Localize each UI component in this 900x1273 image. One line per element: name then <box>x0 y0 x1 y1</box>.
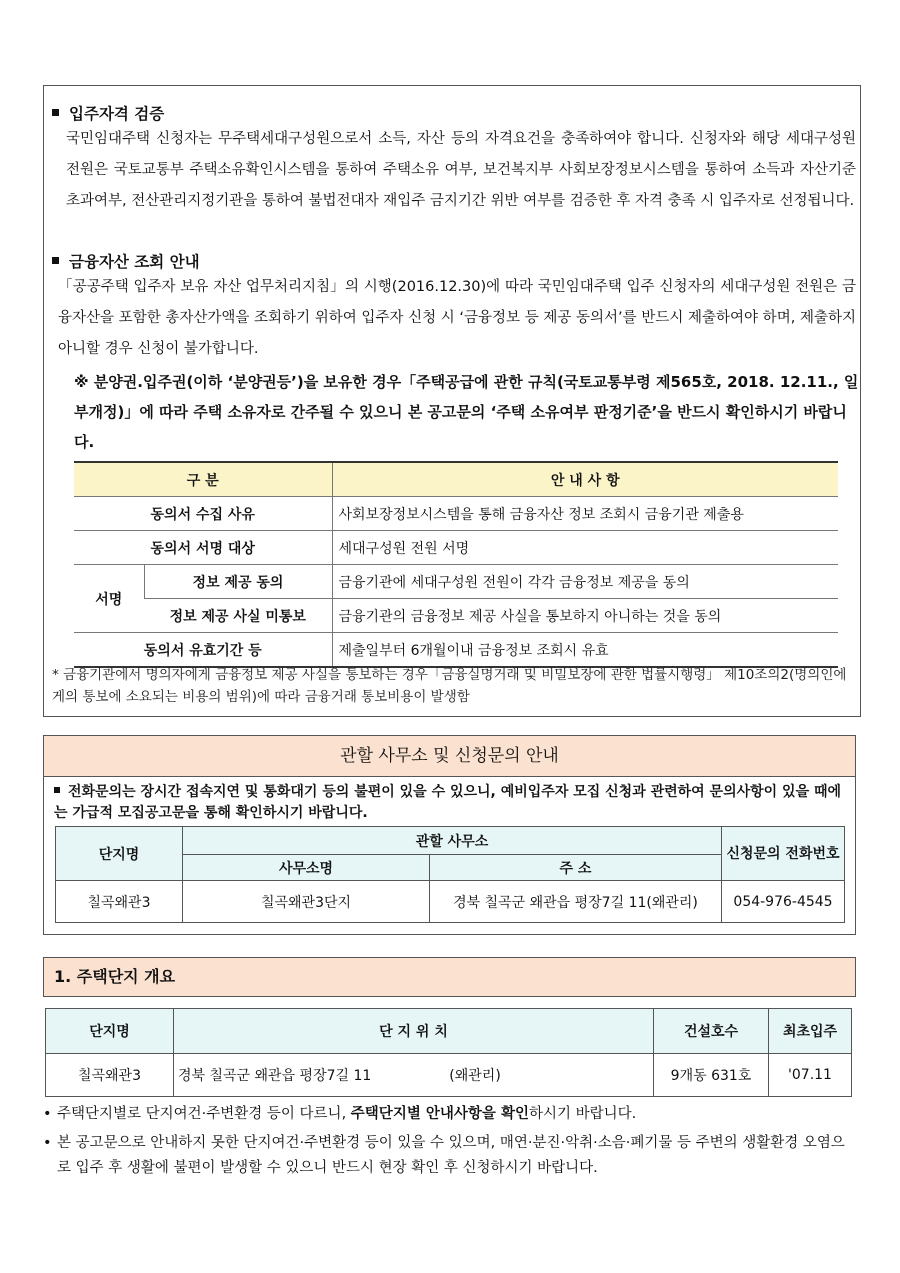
dot-bullet-icon: • <box>43 1106 52 1122</box>
table-row: 동의서 수집 사유 사회보장정보시스템을 통해 금융자산 정보 조회시 금융기관 제출용 <box>74 497 838 531</box>
overview-bullets <box>43 1102 856 1181</box>
square-bullet-icon <box>54 787 60 793</box>
office-note: 전화문의는 장시간 접속지연 및 통화대기 등의 불편이 있을 수 있으니, 예비입주자 모집 신청과 관련하여 문의사항이 있을 때에는 가급적 모집공고문을 통해 확인하시기 바랍니다. <box>54 784 842 821</box>
table-row: 동의서 유효기간 등 제출일부터 6개월이내 금융정보 조회시 유효 <box>74 633 838 668</box>
eligibility-title: 입주자격 검증 <box>52 102 164 124</box>
eligibility-financial-box <box>43 85 861 717</box>
list-item: • 본 공고문으로 안내하지 못한 단지여건·주변환경 등이 있을 수 있으며, 매연·분진·악취·소음·폐기물 등 주변의 생활환경 오염으로 입주 후 생활에 불편이 발생할 수 있으니 반드시 현장 확인 후 신청하시기 바랍니다. <box>43 1131 856 1181</box>
eligibility-body: 국민임대주택 신청자는 무주택세대구성원으로서 소득, 자산 등의 자격요건을 충족하여야 합니다. 신청자와 해당 세대구성원 전원은 국토교통부 주택소유확인시스템을 통하여 주택소유 여부, 보건복지부 사회보장정보시스템을 통하여 소득과 자산기준 초과여부, 전산관리지정기관을 통하여 불법전대자 재입주 금지기간 위반 여부를 검증한 후 자격 충족 시 입주자로 선정됩니다. <box>66 131 856 209</box>
square-bullet-icon <box>52 257 59 264</box>
office-box <box>43 735 856 935</box>
financial-footnote: * 금융기관에서 명의자에게 금융정보 제공 사실을 통보하는 경우「금융실명거래 및 비밀보장에 관한 법률시행령」 제10조의2(명의인에게의 통보에 소요되는 비용의 범위)에 따라 금융거래 통보비용이 발생함 <box>52 667 847 705</box>
consent-table <box>74 461 838 668</box>
list-item: • 주택단지별로 단지여건·주변환경 등이 다르니, 주택단지별 안내사항을 확인하시기 바랍니다. <box>43 1102 856 1127</box>
square-bullet-icon <box>52 109 59 116</box>
overview-title: 1. 주택단지 개요 <box>43 957 856 997</box>
table-row: 서명 정보 제공 동의 금융기관에 세대구성원 전원이 각각 금융정보 제공을 동의 <box>74 565 838 599</box>
consent-head-info: 안 내 사 항 <box>332 462 838 497</box>
ownership-notice: ※ 분양권.입주권(이하 ‘분양권등’)을 보유한 경우「주택공급에 관한 규칙(국토교통부령 제565호, 2018. 12.11., 일부개정)」에 따라 주택 소유자로 간주될 수 있으니 본 공고문의 ‘주택 소유여부 판정기준’을 반드시 확인하시기 바랍니다. <box>74 373 859 451</box>
dot-bullet-icon: • <box>43 1135 52 1151</box>
financial-title: 금융자산 조회 안내 <box>52 250 200 272</box>
table-row: 칠곡왜관3 경북 칠곡군 왜관읍 평장7길 11 (왜관리) 9개동 631호 '07.11 <box>46 1054 852 1097</box>
sign-label: 서명 <box>74 565 144 633</box>
table-row: 정보 제공 사실 미통보 금융기관의 금융정보 제공 사실을 통보하지 아니하는 것을 동의 <box>74 599 838 633</box>
financial-body: 「공공주택 입주자 보유 자산 업무처리지침」의 시행(2016.12.30)에 따라 국민임대주택 입주 신청자의 세대구성원 전원은 금융자산을 포함한 총자산가액을 조회하기 위하여 입주자 신청 시 ‘금융정보 등 제공 동의서’를 반드시 제출하여야 하며, 제출하지 아니할 경우 신청이 불가합니다. <box>58 279 856 357</box>
table-row: 동의서 서명 대상 세대구성원 전원 서명 <box>74 531 838 565</box>
overview-table: 단지명 단 지 위 치 건설호수 최초입주 칠곡왜관3 경북 칠곡군 왜관읍 평장7길 11 (왜관리) 9개동 631호 '07.11 <box>45 1008 852 1097</box>
consent-head-category: 구 분 <box>74 462 332 497</box>
table-row: 칠곡왜관3 칠곡왜관3단지 경북 칠곡군 왜관읍 평장7길 11(왜관리) 054-976-4545 <box>56 881 845 923</box>
office-table: 단지명 관할 사무소 신청문의 전화번호 사무소명 주 소 칠곡왜관3 칠곡왜관3단지 경북 칠곡군 왜관읍 평장7길 11(왜관리) 054-976-4545 <box>55 826 845 923</box>
office-title: 관할 사무소 및 신청문의 안내 <box>44 736 855 777</box>
